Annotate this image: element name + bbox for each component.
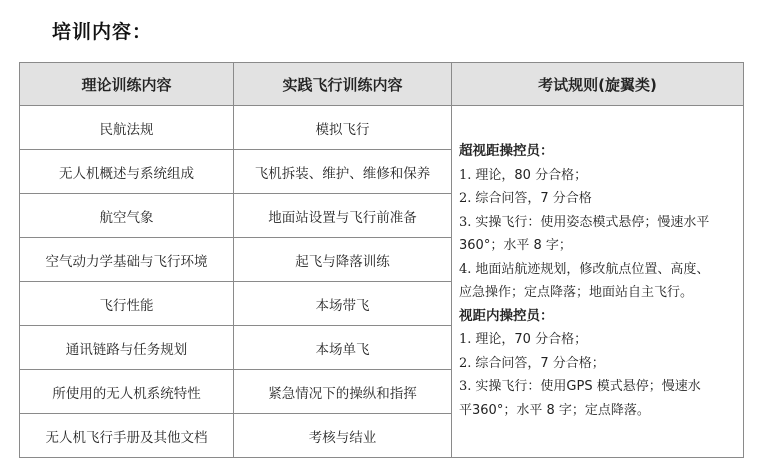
practice-cell: 本场带飞: [234, 282, 452, 326]
vlos-item: [459, 328, 737, 352]
item-continuation: 360°；水平 8 字；: [459, 238, 572, 253]
practice-cell: 起飞与降落训练: [234, 238, 452, 282]
item-text: 地面站航迹规划，修改航点位置、高度、: [475, 261, 710, 277]
theory-cell: 所使用的无人机系统特性: [20, 370, 234, 414]
practice-cell: 模拟飞行: [234, 106, 452, 150]
training-content-table: [19, 62, 744, 458]
item-continuation: 平360°；水平 8 字；定点降落。: [459, 402, 650, 418]
section-heading: 培训内容：: [52, 21, 153, 43]
vlos-title: 视距内操控员：: [459, 307, 554, 324]
practice-cell: 考核与结业: [234, 414, 452, 458]
item-continuation: 应急操作；定点降落；地面站自主飞行。: [459, 285, 694, 300]
theory-cell: 空气动力学基础与飞行环境: [20, 238, 234, 282]
header-theory: 理论训练内容: [20, 63, 234, 106]
item-text: 理论，80 分合格；: [475, 167, 588, 183]
practice-cell: 紧急情况下的操纵和指挥: [234, 370, 452, 414]
header-exam: 考试规则(旋翼类): [452, 63, 744, 106]
vlos-item: [459, 375, 737, 399]
table-header-row: [20, 63, 744, 106]
table-row: [20, 106, 744, 150]
bvlos-title: 超视距操控员：: [459, 143, 554, 159]
theory-cell: 飞行性能: [20, 282, 234, 326]
practice-cell: 本场单飞: [234, 326, 452, 370]
item-number: 1.: [459, 332, 472, 347]
exam-rules-cell: [452, 106, 744, 458]
item-number: 3.: [459, 214, 472, 230]
vlos-item: [459, 352, 737, 376]
item-text: 综合问答，7 分合格；: [475, 355, 605, 371]
item-number: 2.: [459, 191, 472, 206]
theory-cell: 无人机飞行手册及其他文档: [20, 414, 234, 458]
item-number: 4.: [459, 261, 472, 277]
item-text: 实操飞行：使用姿态模式悬停；慢速水平: [475, 214, 710, 230]
practice-cell: 地面站设置与飞行前准备: [234, 194, 452, 238]
header-practice: 实践飞行训练内容: [234, 63, 452, 106]
item-number: 2.: [459, 355, 472, 371]
bvlos-item: [459, 258, 737, 282]
theory-cell: 民航法规: [20, 106, 234, 150]
item-text: 理论，70 分合格；: [475, 332, 588, 347]
item-number: 1.: [459, 167, 472, 183]
item-text: 综合问答，7 分合格: [475, 191, 592, 206]
item-number: 3.: [459, 379, 472, 394]
bvlos-item: [459, 211, 737, 235]
theory-cell: 航空气象: [20, 194, 234, 238]
bvlos-item: [459, 164, 737, 188]
item-text: 实操飞行：使用GPS 模式悬停；慢速水: [475, 379, 701, 394]
practice-cell: 飞机拆装、维护、维修和保养: [234, 150, 452, 194]
bvlos-item: [459, 187, 737, 211]
theory-cell: 通讯链路与任务规划: [20, 326, 234, 370]
theory-cell: 无人机概述与系统组成: [20, 150, 234, 194]
